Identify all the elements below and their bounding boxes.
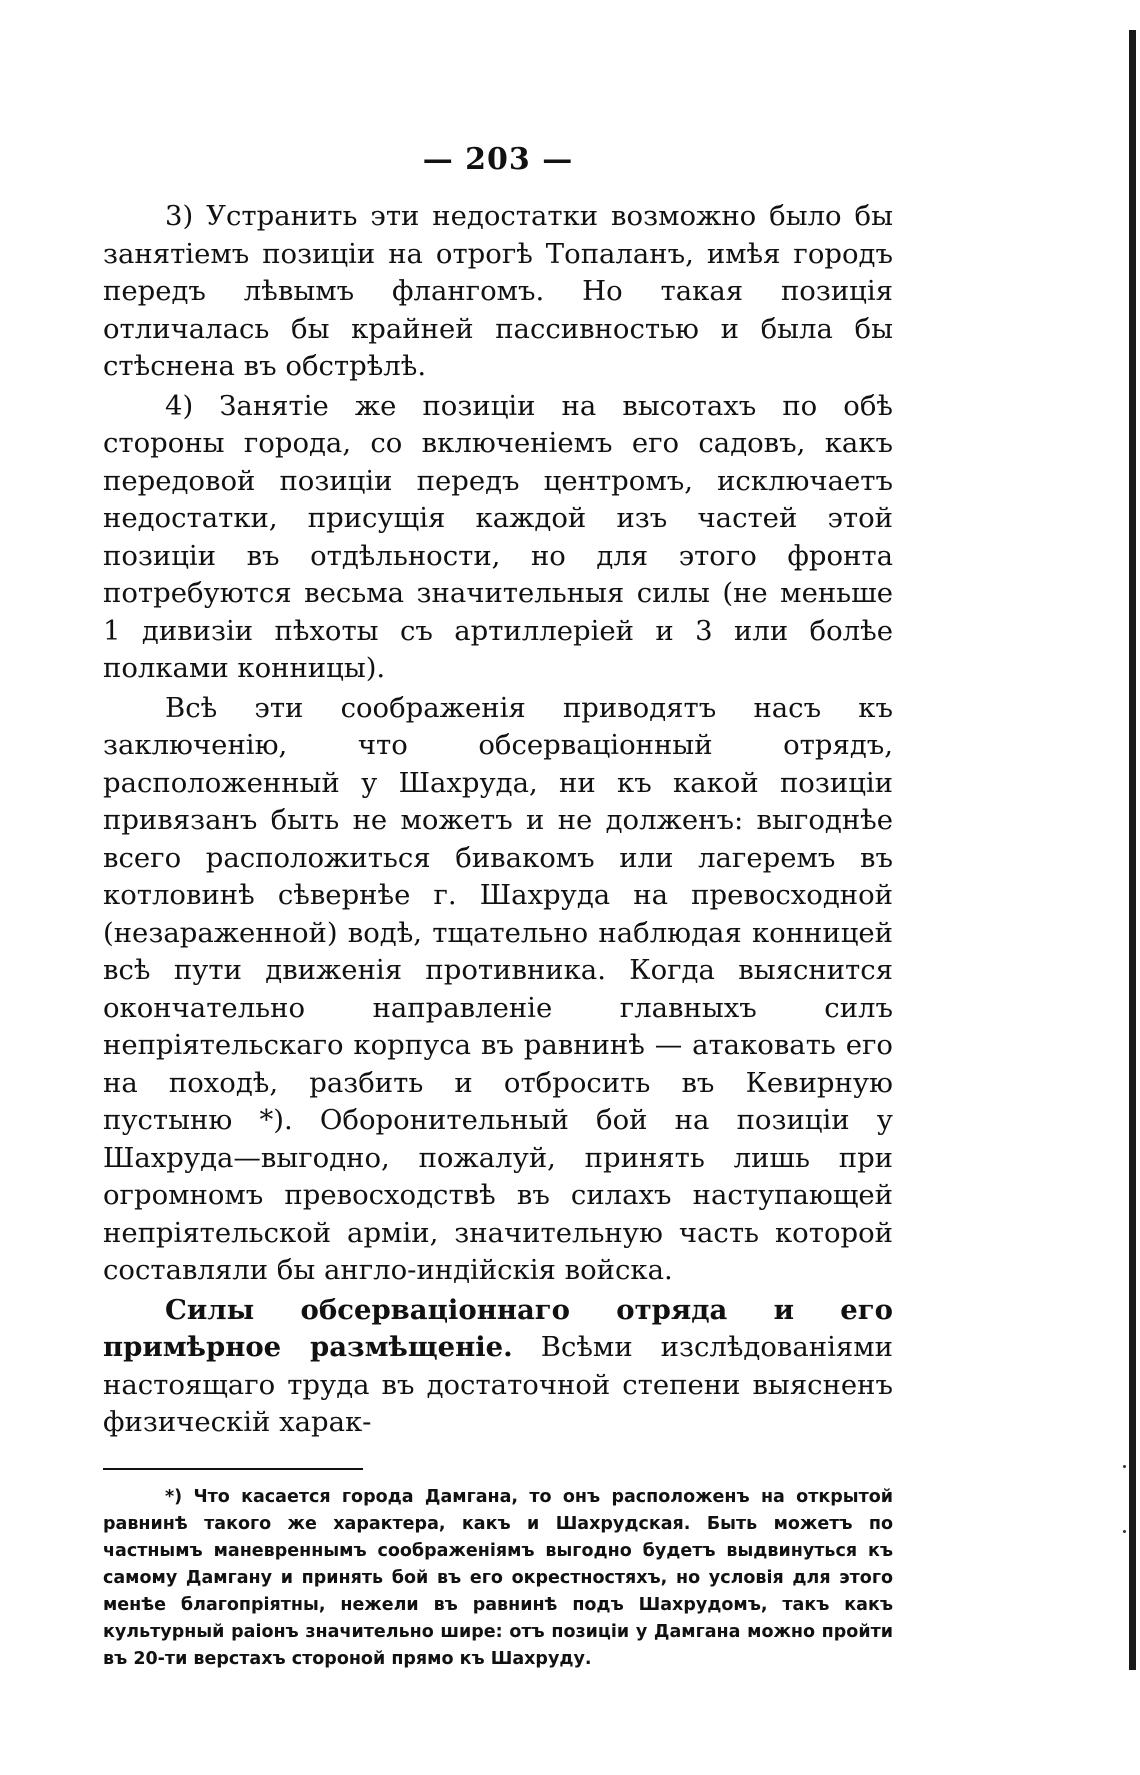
paragraph-conclusion: Всѣ эти соображенія приводятъ насъ къ заключенію, что обсерваціонный отрядъ, расположенный у Шахруда, ни къ какой позиціи привязанъ быть не можетъ и не долженъ: выгоднѣе всего расположиться бивакомъ или лагеремъ въ котловинѣ сѣвернѣе г. Шахруда на превосходной (незараженной) водѣ, тщательно наблюдая конницей всѣ пути движенія противника. Когда выяснится окончательно направленіе главныхъ силъ непріятельскаго корпуса въ равнинѣ — атаковать его на походѣ, разбить и отбросить въ Кевирную пустыню *). Оборонительный бой на позиціи у Шахруда—выгодно, пожалуй, принять лишь при огромномъ превосходствѣ въ силахъ наступающей непріятельской арміи, значительную часть которой составляли бы англо-индійскія войска. [103, 691, 893, 1286]
section-heading: Силы обсерваціоннаго отряда и его примѣрное размѣщеніе. [103, 1293, 893, 1363]
footnote: *) Что касается города Дамгана, то онъ расположенъ на открытой равнинѣ такого же характера, какъ и Шахрудская. Быть можетъ по частнымъ маневреннымъ соображеніямъ выгодно будетъ выдвинуться къ самому Дамгану и принять бой въ его окрестностяхъ, но условія для этого менѣе благопріятны, нежели въ равнинѣ подъ Шахрудомъ, такъ какъ культурный раіонъ значительно шире: отъ позиціи у Дамгана можно пройти въ 20-ти верстахъ стороной прямо къ Шахруду. [103, 1486, 893, 1669]
footnote-divider [103, 1468, 363, 1470]
scan-edge-line [1129, 30, 1136, 1670]
page-number: — 203 — [422, 142, 574, 177]
paragraph-4: 4) Занятіе же позиціи на высотахъ по обѣ стороны города, со включеніемъ его садовъ, какъ передовой позиціи передъ центромъ, исключаетъ недостатки, присущія каждой изъ частей этой позиціи въ отдѣльности, но для этого фронта потребуются весьма значительныя силы (не меньше 1 дивизіи пѣхоты съ артиллеріей и 3 или болѣе полками конницы). [103, 389, 893, 684]
paragraph-3: 3) Устранить эти недостатки возможно было бы занятіемъ позиціи на отрогѣ Топаланъ, имѣя городъ передъ лѣвымъ флангомъ. Но такая позиція отличалась бы крайней пассивностью и была бы стѣснена въ обстрѣлѣ. [103, 200, 893, 382]
scan-speck [1123, 1530, 1126, 1533]
page-body [103, 140, 893, 1673]
section-text: Всѣми изслѣдованіями настоящаго труда въ достаточной степени выясненъ физическій харак- [103, 1331, 893, 1438]
scan-speck [1123, 1465, 1126, 1468]
section-paragraph [103, 1292, 893, 1442]
